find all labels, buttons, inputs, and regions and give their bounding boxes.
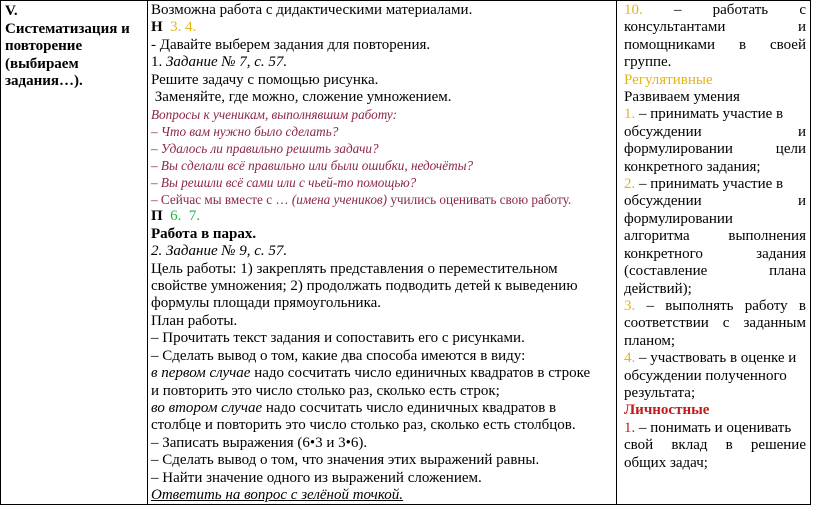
skill-line: планом; [624, 332, 676, 349]
skill-number: 1. [624, 419, 636, 436]
skill-number: 2. [624, 176, 636, 193]
content-line [151, 365, 613, 382]
skill-line: общих задач; [624, 454, 708, 471]
skill-line [624, 420, 806, 437]
skill-text: – принимать участие в [635, 176, 784, 193]
content-line: Заменяйте, где можно, сложение умножением. [151, 89, 452, 106]
content-line: Цель работы: 1) закреплять представления о переместительном [151, 260, 558, 277]
stage-title-line-4: задания…). [5, 73, 83, 89]
skills-cell [617, 1, 811, 505]
skill-line: (составление плана [624, 263, 806, 280]
content-line [151, 54, 613, 71]
table-row [1, 1, 811, 505]
skill-line: действий); [624, 280, 692, 297]
skill-line: формулировании [624, 210, 733, 227]
skill-line: Развиваем умения [624, 89, 740, 106]
task-reference: 2. Задание № 9, с. 57. [151, 243, 288, 260]
question-line [151, 191, 613, 208]
stage-title-line-2: повторение [5, 38, 83, 54]
content-line: – Прочитать текст задания и сопоставить его с рисунками. [151, 330, 525, 347]
level-letter: Н [151, 19, 163, 36]
skill-text: – принимать участие в [635, 106, 784, 123]
skill-line [624, 350, 806, 367]
content-line [151, 208, 613, 225]
content-line: и повторить это число столько раз, сколько есть строк; [151, 382, 500, 399]
skill-line: помощниками в своей [624, 36, 806, 53]
stage-number: V. [5, 3, 18, 19]
skill-line: свой вклад в решение [624, 437, 806, 454]
content-cell [148, 1, 617, 505]
skill-line: группе. [624, 54, 672, 71]
skill-line: обсуждении полученного [624, 367, 787, 384]
personal-heading: Личностные [624, 402, 710, 419]
content-line: - Давайте выберем задания для повторения. [151, 36, 431, 53]
task-number: 4. [185, 19, 197, 36]
content-line: свойстве умножения; 2) продолжать подводить детей к выведению [151, 278, 578, 295]
skill-text: – выполнять работу в [635, 297, 806, 314]
content-line: формулы площади прямоугольника. [151, 295, 382, 312]
question-line: – Вы решили всё сами или с чьей-то помощью? [151, 175, 417, 191]
content-line: Возможна работа с дидактическими материалами. [151, 2, 473, 18]
content-line: – Найти значение одного из выражений сложением. [151, 469, 482, 486]
content-line: – Сделать вывод о том, какие два способа имеются в виду: [151, 347, 526, 364]
content-text: надо сосчитать число единичных квадратов в [262, 399, 557, 416]
content-line: столбце и повторить это число столько раз, сколько есть столбцов. [151, 417, 576, 434]
content-line: План работы. [151, 312, 238, 329]
section-heading: Работа в парах. [151, 225, 257, 242]
content-line: Решите задачу с помощью рисунка. [151, 71, 379, 88]
level-letter: П [151, 208, 163, 225]
question-text: учились оценивать свою работу. [387, 192, 572, 208]
skill-number: 4. [624, 350, 636, 367]
task-reference: Задание № 7, с. 57. [166, 54, 288, 71]
skill-line: алгоритма выполнения [624, 228, 806, 245]
content-line: Ответить на вопрос с зелёной точкой. [151, 486, 404, 503]
skill-line [624, 106, 806, 123]
skill-line: конкретного задания; [624, 158, 761, 175]
skill-text: – понимать и оценивать [635, 419, 792, 436]
question-text: – Сейчас мы вместе с … [151, 192, 292, 208]
skill-line [624, 176, 806, 193]
stage-cell [1, 1, 148, 505]
skill-number: 3. [624, 297, 636, 314]
content-text: надо сосчитать число единичных квадратов в строке [250, 365, 591, 382]
content-line: – Сделать вывод о том, что значения этих выражений равны. [151, 452, 540, 469]
skill-line [624, 298, 806, 315]
names-placeholder: (имена учеников) [291, 192, 388, 208]
question-line: – Вы сделали всё правильно или были ошибки, недочёты? [151, 158, 474, 174]
skill-line: обсуждении и [624, 123, 806, 140]
emphasis: в первом случае [151, 365, 251, 382]
question-line: – Удалось ли правильно решить задачи? [151, 141, 379, 157]
emphasis: во втором случае [151, 399, 263, 416]
regulatory-heading: Регулятивные [624, 71, 713, 88]
task-number: 3. [170, 19, 182, 36]
skill-number: 10. [624, 2, 643, 18]
stage-title-line-1: Систематизация и [5, 20, 130, 37]
stage-title-line-3: (выбираем [5, 55, 79, 72]
skill-number: 1. [624, 106, 636, 123]
task-number: 7. [188, 208, 201, 225]
item-number: 1. [151, 54, 163, 71]
question-line: – Что вам нужно было сделать? [151, 124, 339, 140]
skill-line: соответствии с заданным [624, 315, 806, 332]
content-line: – Записать выражения (6•3 и 3•6). [151, 434, 368, 451]
skill-line: результата; [624, 384, 696, 401]
skill-line: обсуждении и [624, 193, 806, 210]
skill-line: формулировании цели [624, 141, 806, 158]
skill-line: консультантами и [624, 19, 806, 36]
skill-text: – участвовать в оценке и [635, 350, 797, 367]
task-number: 6. [170, 208, 182, 225]
skill-line: конкретного задания [624, 245, 806, 262]
skill-line [624, 2, 806, 19]
skill-text: – работать с [673, 2, 807, 18]
question-line: Вопросы к ученикам, выполнявшим работу: [151, 107, 397, 123]
content-line [151, 19, 613, 36]
content-line [151, 400, 613, 417]
